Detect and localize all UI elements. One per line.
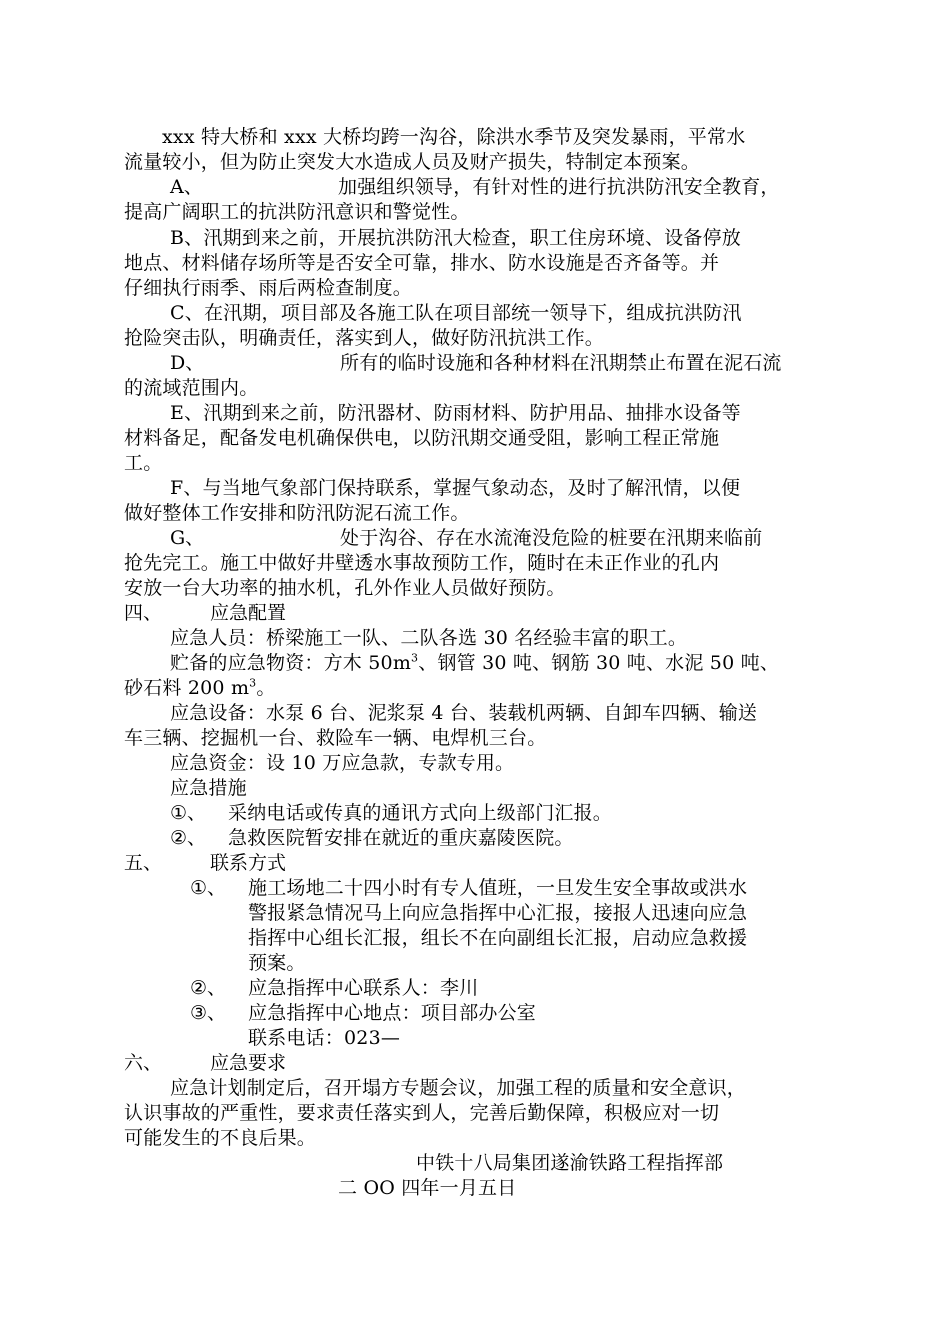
intro-line-2: 流量较小，但为防止突发大水造成人员及财产损失，特制定本预案。: [124, 151, 701, 173]
contact-phone: 联系电话：023—: [248, 1027, 401, 1049]
item-g-label: G、: [170, 527, 205, 549]
signature-date: 二 OO 四年一月五日: [338, 1177, 517, 1199]
section-6-title: 应急要求: [210, 1052, 287, 1074]
contact-1-line-3: 指挥中心组长汇报，组长不在向副组长汇报，启动应急救援: [248, 927, 748, 949]
emergency-materials-line-1: [170, 651, 779, 675]
item-b-line-3: 仔细执行雨季、雨后两检查制度。: [124, 277, 413, 299]
item-d-line-2: 的流域范围内。: [124, 377, 259, 399]
cubic-superscript: 3: [249, 676, 257, 690]
item-g-line-2: 抢先完工。施工中做好井壁透水事故预防工作，随时在未正作业的孔内: [124, 552, 720, 574]
section-4-number: 四、: [124, 602, 163, 624]
section-4-title: 应急配置: [210, 602, 287, 624]
item-c-line-2: 抢险突击队，明确责任，落实到人，做好防汛抗洪工作。: [124, 327, 605, 349]
contact-1-number: ①、: [190, 877, 227, 899]
item-g-line-3: 安放一台大功率的抽水机，孔外作业人员做好预防。: [124, 577, 566, 599]
emergency-measures-title: 应急措施: [170, 777, 247, 799]
section-5-title: 联系方式: [210, 852, 287, 874]
emergency-personnel: 应急人员：桥梁施工一队、二队各选 30 名经验丰富的职工。: [170, 627, 688, 649]
contact-3-number: ③、: [190, 1002, 227, 1024]
item-a-line-2: 提高广阔职工的抗洪防汛意识和警觉性。: [124, 201, 470, 223]
contact-1-line-2: 警报紧急情况马上向应急指挥中心汇报，接报人迅速向应急: [248, 902, 748, 924]
item-g-line-1: 处于沟谷、存在水流淹没危险的桩要在汛期来临前: [340, 527, 763, 549]
measure-2-text: 急救医院暂安排在就近的重庆嘉陵医院。: [228, 827, 574, 849]
item-d-line-1: 所有的临时设施和各种材料在汛期禁止布置在泥石流: [340, 352, 782, 374]
item-f-line-1: F、与当地气象部门保持联系，掌握气象动态，及时了解汛情，以便: [170, 477, 741, 499]
item-b-line-2: 地点、材料储存场所等是否安全可靠，排水、防水设施是否齐备等。并: [124, 252, 720, 274]
item-c-line-1: C、在汛期，项目部及各施工队在项目部统一领导下，组成抗洪防汛: [170, 302, 742, 324]
intro-line-1: xxx 特大桥和 xxx 大桥均跨一沟谷，除洪水季节及突发暴雨，平常水: [162, 126, 746, 148]
measure-1-text: 采纳电话或传真的通讯方式向上级部门汇报。: [228, 802, 613, 824]
materials-text-b: 、钢管 30 吨、钢筋 30 吨、水泥 50 吨、: [418, 652, 780, 674]
contact-1-line-4: 预案。: [248, 952, 306, 974]
contact-2-number: ②、: [190, 977, 227, 999]
item-e-line-1: E、汛期到来之前，防汛器材、防雨材料、防护用品、抽排水设备等: [170, 402, 741, 424]
item-a-label: A、: [170, 176, 203, 198]
emergency-funds: 应急资金：设 10 万应急款，专款专用。: [170, 752, 515, 774]
section-5-number: 五、: [124, 852, 163, 874]
measure-1-number: ①、: [170, 802, 207, 824]
requirements-line-1: 应急计划制定后，召开塌方专题会议，加强工程的质量和安全意识，: [170, 1077, 747, 1099]
measure-2-number: ②、: [170, 827, 207, 849]
contact-3-text: 应急指挥中心地点：项目部办公室: [248, 1002, 537, 1024]
materials-text-c: 砂石料 200 m: [124, 677, 250, 699]
emergency-materials-line-2: [124, 676, 276, 700]
cubic-superscript: 3: [411, 651, 419, 665]
item-d-label: D、: [170, 352, 205, 374]
item-f-line-2: 做好整体工作安排和防汛防泥石流工作。: [124, 502, 470, 524]
materials-text-a: 贮备的应急物资：方木 50m: [170, 652, 412, 674]
item-e-line-3: 工。: [124, 452, 163, 474]
materials-text-d: 。: [256, 677, 276, 699]
emergency-equipment-line-2: 车三辆、挖掘机一台、救险车一辆、电焊机三台。: [124, 727, 547, 749]
contact-2-text: 应急指挥中心联系人：李川: [248, 977, 479, 999]
section-6-number: 六、: [124, 1052, 163, 1074]
signature-organization: 中铁十八局集团遂渝铁路工程指挥部: [416, 1152, 724, 1174]
requirements-line-3: 可能发生的不良后果。: [124, 1127, 317, 1149]
contact-1-line-1: 施工场地二十四小时有专人值班，一旦发生安全事故或洪水: [248, 877, 748, 899]
item-a-line-1: 加强组织领导，有针对性的进行抗洪防汛安全教育，: [338, 176, 780, 198]
item-b-line-1: B、汛期到来之前，开展抗洪防汛大检查，职工住房环境、设备停放: [170, 227, 741, 249]
emergency-equipment-line-1: 应急设备：水泵 6 台、泥浆泵 4 台、装载机两辆、自卸车四辆、输送: [170, 702, 758, 724]
item-e-line-2: 材料备足，配备发电机确保供电，以防汛期交通受阻，影响工程正常施: [124, 427, 720, 449]
requirements-line-2: 认识事故的严重性，要求责任落实到人，完善后勤保障，积极应对一切: [124, 1102, 720, 1124]
